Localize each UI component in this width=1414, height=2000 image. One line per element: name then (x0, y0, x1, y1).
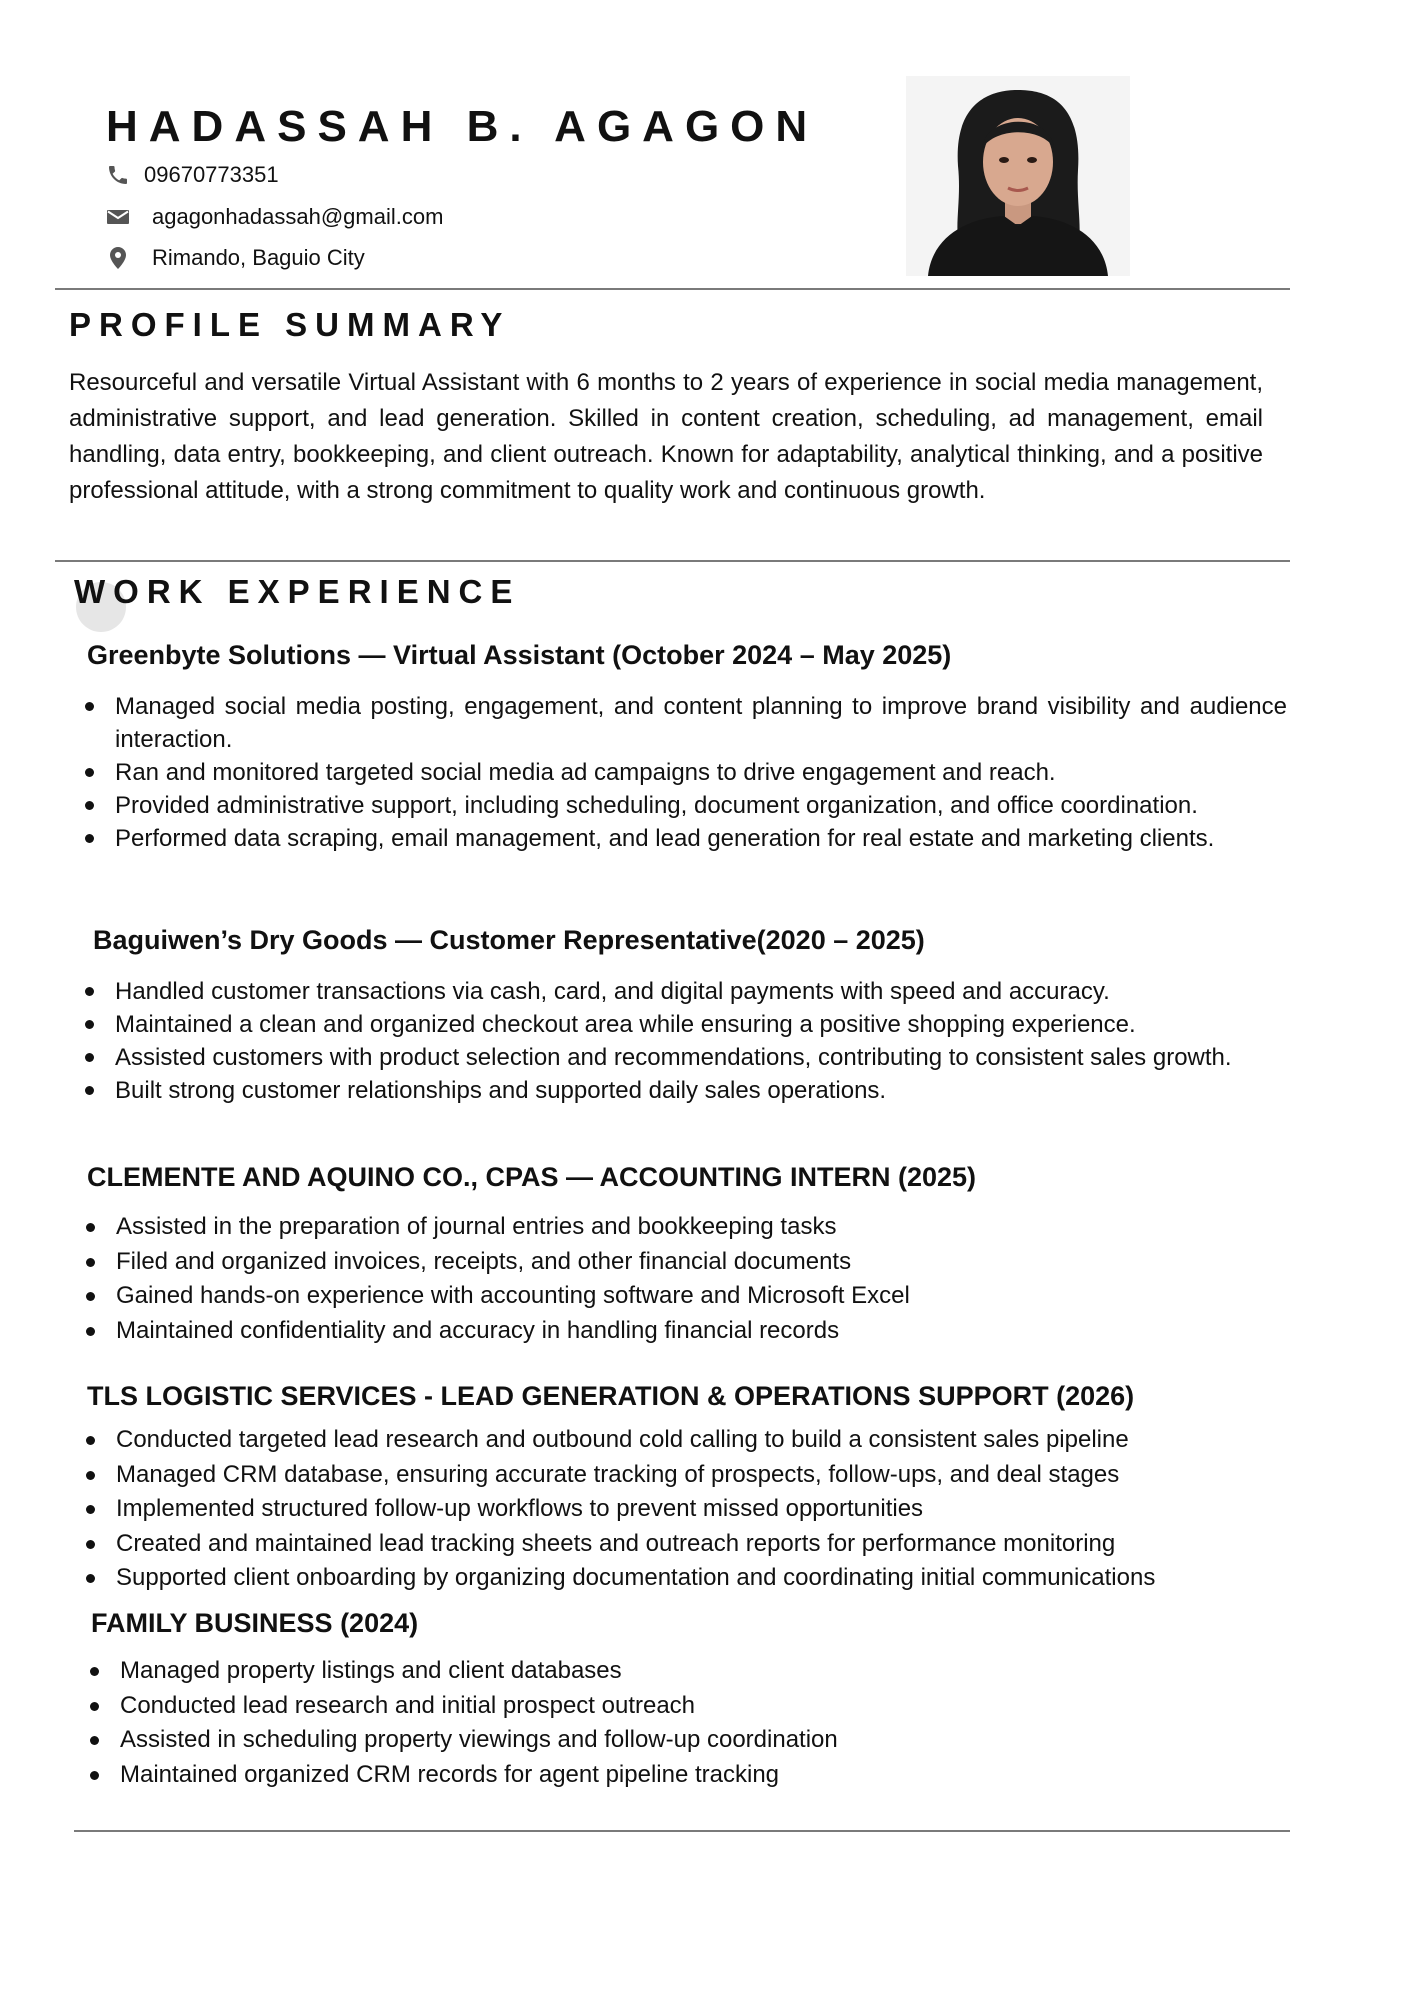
job-bullets-tls-logistic (86, 1423, 1286, 1596)
mail-icon (106, 205, 130, 229)
list-item: Built strong customer relationships and supported daily sales operations. (85, 1074, 1265, 1107)
job-bullets-clemente-aquino (86, 1210, 1286, 1348)
contact-location (106, 245, 365, 271)
list-item: Managed CRM database, ensuring accurate tracking of prospects, follow-ups, and deal stages (86, 1458, 1286, 1493)
list-item: Maintained organized CRM records for agent pipeline tracking (90, 1758, 1290, 1793)
profile-summary-text: Resourceful and versatile Virtual Assistant with 6 months to 2 years of experience in social media management, administrative support, and lead generation. Skilled in content creation, scheduling, ad management, email handling, data entry, bookkeeping, and client outreach. Known for adaptability, analytical thinking, and a positive professional attitude, with a strong commitment to quality work and continuous growth. (69, 369, 1263, 504)
job-title-tls-logistic: TLS LOGISTIC SERVICES - LEAD GENERATION & OPERATIONS SUPPORT (2026) (87, 1381, 1135, 1411)
list-item: Handled customer transactions via cash, card, and digital payments with speed and accuracy. (85, 975, 1265, 1008)
job-title-greenbyte: Greenbyte Solutions — Virtual Assistant (October 2024 – May 2025) (87, 640, 952, 670)
list-item: Assisted customers with product selection and recommendations, contributing to consistent sales growth. (85, 1041, 1265, 1074)
profile-photo (906, 76, 1130, 276)
list-item: Managed social media posting, engagement, and content planning to improve brand visibility and audience interaction. (85, 690, 1287, 756)
section-title-work-experience: WORK EXPERIENCE (74, 573, 521, 610)
divider-profile (55, 560, 1290, 562)
resume-name: HADASSAH B. AGAGON (106, 102, 819, 151)
job-bullets-baguiwens (85, 975, 1265, 1107)
email-address: agagonhadassah@gmail.com (152, 204, 444, 229)
list-item: Conducted lead research and initial prospect outreach (90, 1689, 1290, 1724)
list-item: Supported client onboarding by organizing documentation and coordinating initial communications (86, 1561, 1286, 1596)
location-pin-icon (106, 246, 130, 270)
list-item: Ran and monitored targeted social media ad campaigns to drive engagement and reach. (85, 756, 1287, 789)
location-text: Rimando, Baguio City (152, 245, 365, 270)
portrait-illustration (906, 76, 1130, 276)
job-title-baguiwens: Baguiwen’s Dry Goods — Customer Representative(2020 – 2025) (93, 925, 925, 955)
job-bullets-family-business (90, 1654, 1290, 1792)
list-item: Maintained a clean and organized checkout area while ensuring a positive shopping experience. (85, 1008, 1265, 1041)
divider-header (55, 288, 1290, 290)
list-item: Implemented structured follow-up workflows to prevent missed opportunities (86, 1492, 1286, 1527)
list-item: Performed data scraping, email management, and lead generation for real estate and marketing clients. (85, 822, 1287, 855)
list-item: Assisted in scheduling property viewings and follow-up coordination (90, 1723, 1290, 1758)
list-item: Provided administrative support, including scheduling, document organization, and office coordination. (85, 789, 1287, 822)
phone-icon (106, 163, 130, 187)
list-item: Managed property listings and client databases (90, 1654, 1290, 1689)
job-title-clemente-aquino: CLEMENTE AND AQUINO CO., CPAS — ACCOUNTING INTERN (2025) (87, 1162, 977, 1192)
list-item: Assisted in the preparation of journal entries and bookkeeping tasks (86, 1210, 1286, 1245)
contact-email (106, 204, 443, 230)
list-item: Maintained confidentiality and accuracy in handling financial records (86, 1314, 1286, 1349)
job-title-family-business: FAMILY BUSINESS (2024) (91, 1608, 419, 1638)
list-item: Filed and organized invoices, receipts, and other financial documents (86, 1245, 1286, 1280)
list-item: Conducted targeted lead research and outbound cold calling to build a consistent sales pipeline (86, 1423, 1286, 1458)
list-item: Created and maintained lead tracking sheets and outreach reports for performance monitoring (86, 1527, 1286, 1562)
section-title-profile-summary: PROFILE SUMMARY (69, 306, 511, 343)
phone-number: 09670773351 (144, 162, 279, 187)
divider-footer (74, 1830, 1290, 1832)
contact-phone (106, 162, 279, 188)
list-item: Gained hands-on experience with accounting software and Microsoft Excel (86, 1279, 1286, 1314)
job-bullets-greenbyte (85, 690, 1287, 855)
